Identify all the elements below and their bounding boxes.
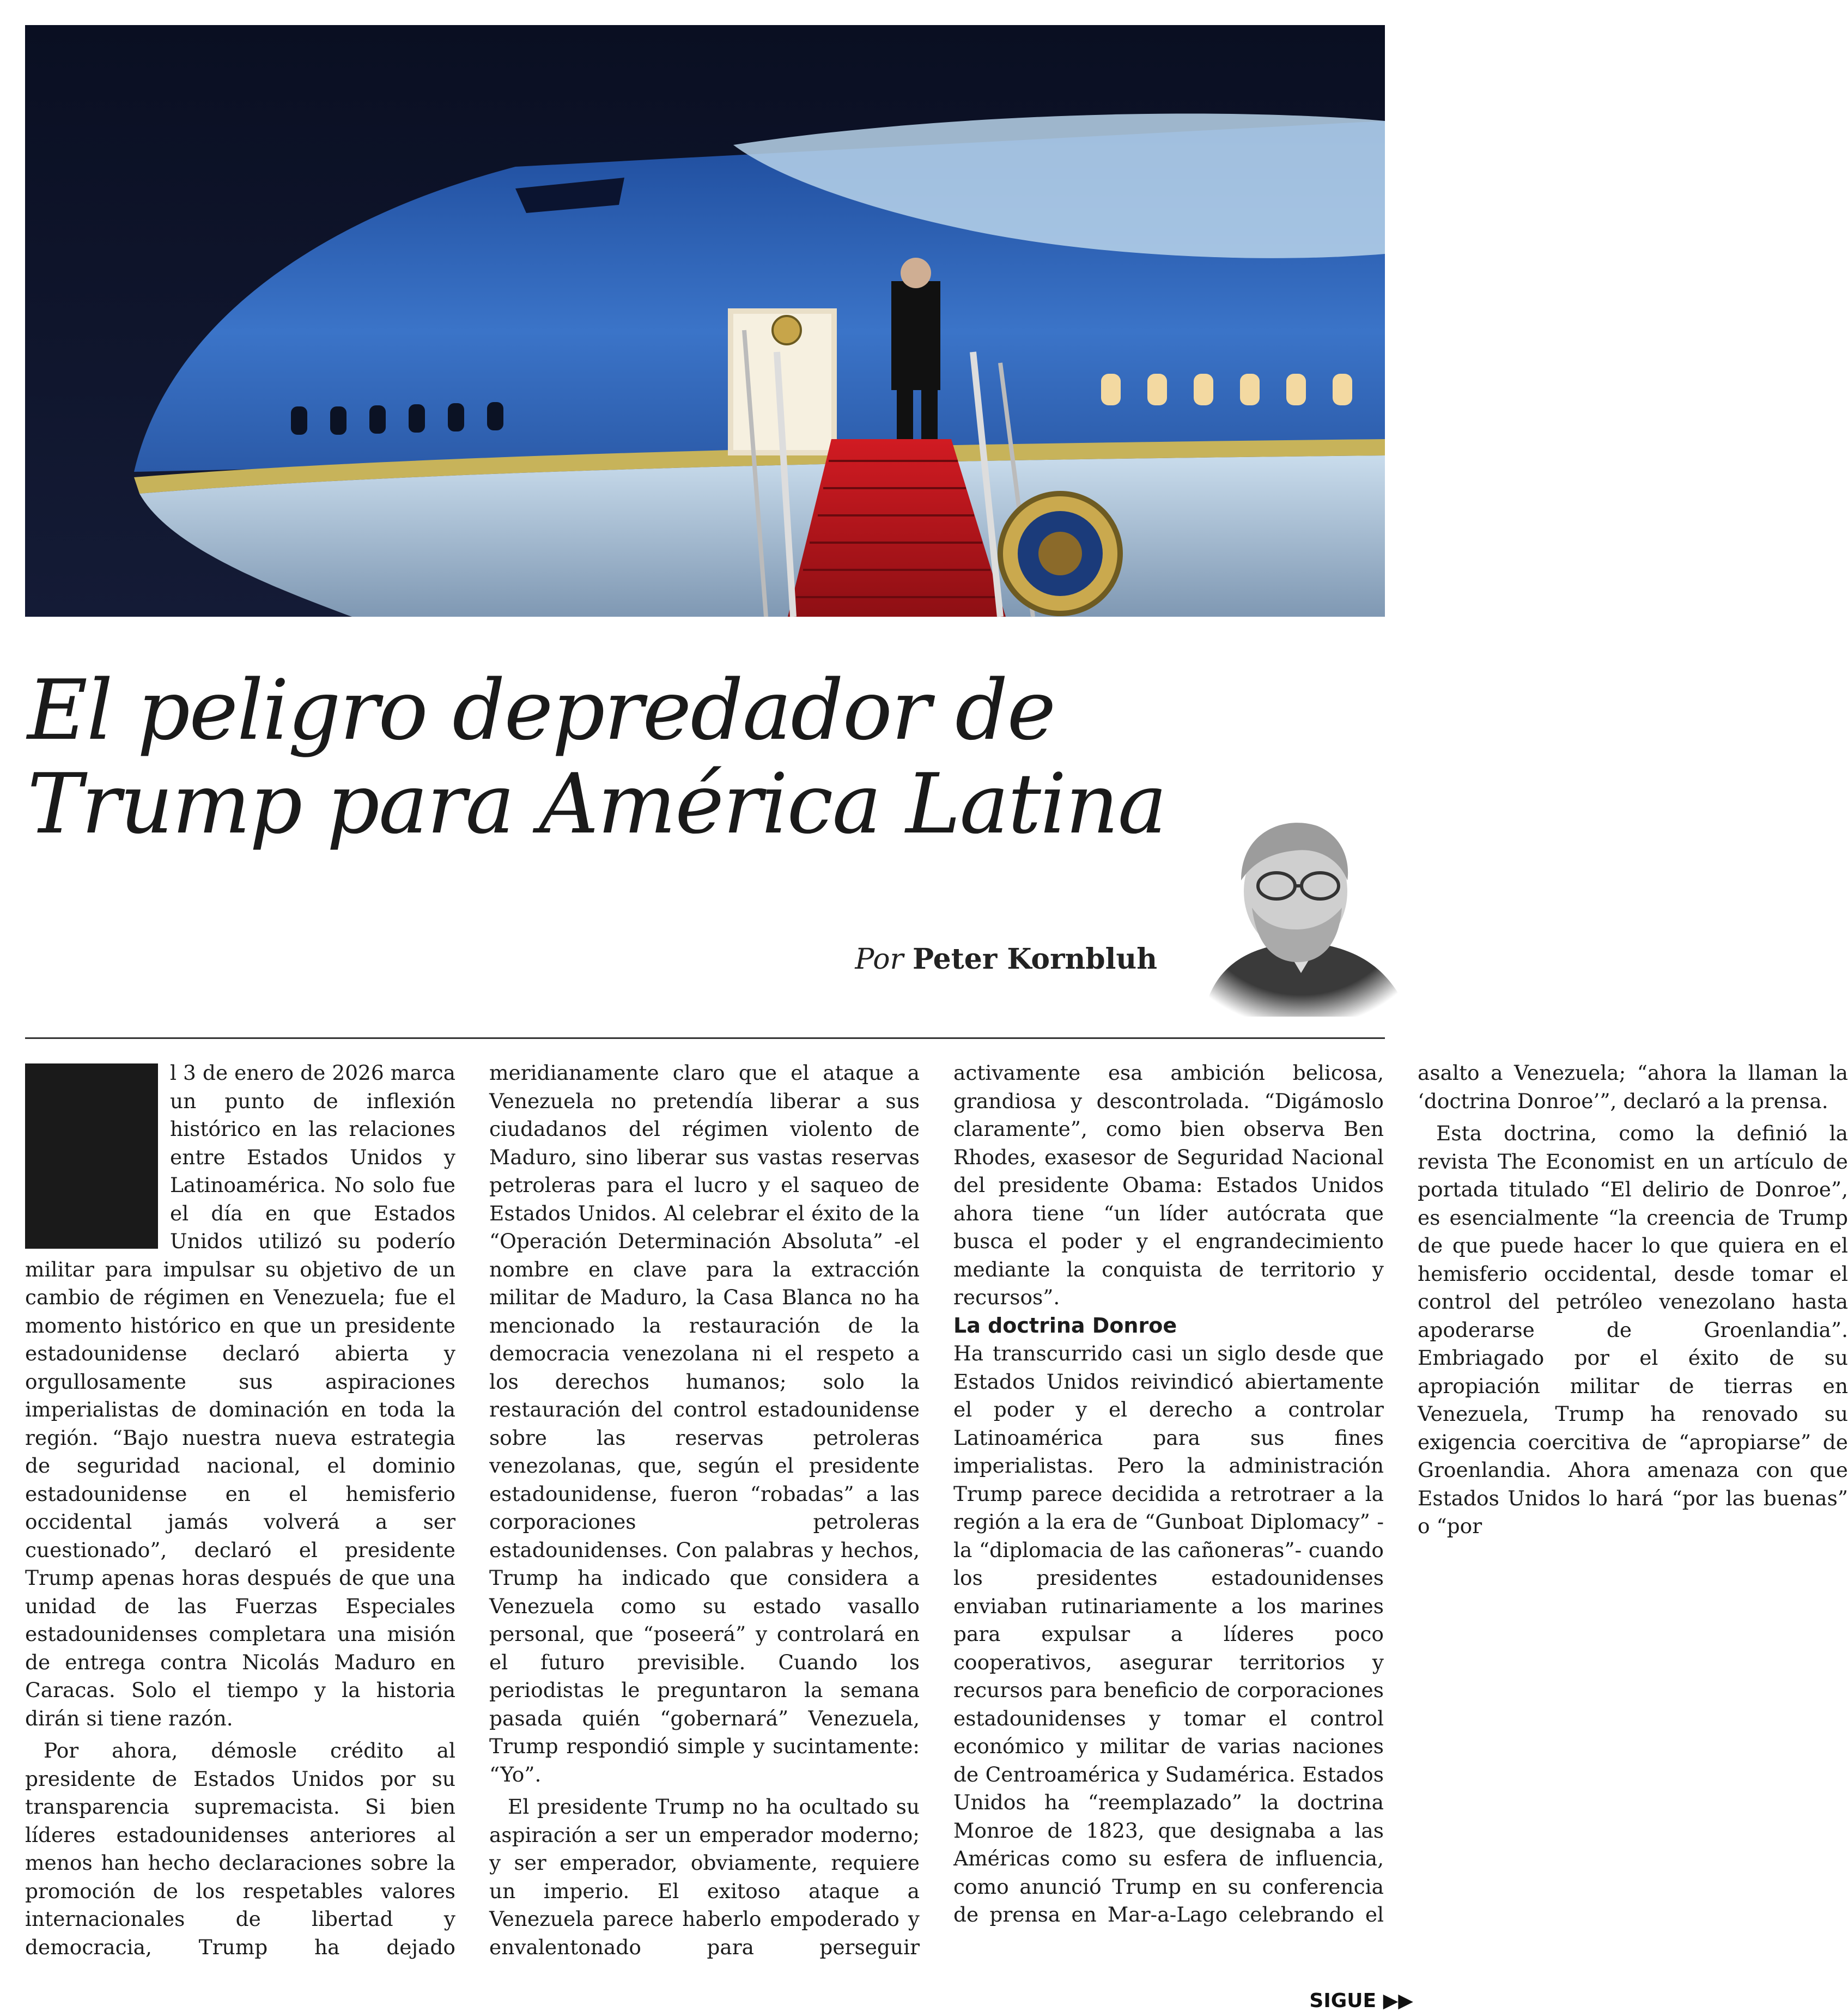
headline-line-1: El peligro depredador de: [27, 662, 1055, 758]
drop-cap-letter: E: [91, 1156, 92, 1157]
headline-line-2: Trump para América Latina: [27, 756, 1166, 852]
author-portrait: [1181, 799, 1421, 1017]
paragraph: Por ahora, démosle crédito al presidente de Estados Unidos por su transparencia supremacista. Si bien líderes estadounidenses anteriores al menos han hecho declaraciones sobre la promoción de los respetables valores internacionales de libertad y democracia, Trump ha dejado meridianamente claro que el ataque a Venezuela no pretendía liberar a sus ciudadanos del régimen violento de Maduro, sino liberar sus vastas reservas petroleras para el lucro y el saqueo de Estados Unidos. Al celebrar el éxito de la “Operación Determinación Absoluta” -el nombre en clave para la extracción militar de Maduro, la Casa Blanca no ha mencionado la restauración de la democracia venezolana ni el respeto a los derechos humanos; solo la restauración del control estadounidense sobre las reservas petroleras venezolanas, que, según el presidente estadounidense, fueron “robadas” a las corporaciones petroleras estadounidenses. Con palabras y hechos, Trump ha indicado que considera a Venezuela como su estado vasallo personal, que “poseerá” y controlará en el futuro previsible. Cuando los periodistas le preguntaron la semana pasada quién “gobernará” Venezuela, Trump respondió simple y sucintamente: “Yo”.: [25, 1061, 920, 1959]
paragraph: l 3 de enero de 2026 marca un punto de inflexión histórico en las relaciones entre Estados Unidos y Latinoamérica. No solo fue el día en que Estados Unidos utilizó su poderío militar para impulsar su objetivo de un cambio de régimen en Venezuela; fue el momento histórico en que un presidente estadounidense declaró abierta y orgullosamente sus aspiraciones imperialistas de dominación en toda la región. “Bajo nuestra nueva estrategia de seguridad nacional, el dominio estadounidense en el hemisferio occidental jamás volverá a ser cuestionado”, declaró el presidente Trump apenas horas después de que una unidad de las Fuerzas Especiales estadounidenses completara una misión de entrega contra Nicolás Maduro en Caracas. Solo el tiempo y la historia dirán si tiene razón.: [25, 1061, 455, 1730]
author-photo: [1181, 799, 1421, 1017]
headline: [27, 664, 1171, 851]
hero-photo: [25, 25, 1385, 617]
subheading: La doctrina Donroe: [953, 1313, 1177, 1338]
byline: [855, 943, 1157, 976]
byline-author: Peter Kornbluh: [912, 943, 1157, 976]
continued-marker: SIGUE ▶▶: [1309, 1990, 1413, 2012]
air-force-one-image: [25, 25, 1385, 617]
paragraph: El presidente Trump no ha ocultado su aspiración a ser un emperador moderno; y ser emperador, obviamente, requiere un imperio. El exitoso ataque a Venezuela parece haberlo empoderado y envalentonado para perseguir activamente esa ambición belicosa, grandiosa y descontrolada. “Digámoslo claramente”, como bien observa Ben Rhodes, exasesor de Seguridad Nacional del presidente Obama: Estados Unidos ahora tiene “un líder autócrata que busca el poder y el engrandecimiento mediante la conquista de territorio y recursos”.: [489, 1061, 1384, 1959]
paragraph: Ha transcurrido casi un siglo desde que Estados Unidos reivindicó abiertamente el poder y el derecho a controlar Latinoamérica para sus fines imperialistas. Pero la administración Trump parece decidida a retrotraer a la región a la era de “Gunboat Diplomacy” -la “diplomacia de las cañoneras”- cuando los presidentes estadounidenses enviaban rutinariamente a los marines para expulsar a líderes poco cooperativos, asegurar territorios y recursos para beneficio de corporaciones estadounidenses y tomar el control económico y militar de varias naciones de Centroamérica y Sudamérica. Estados Unidos ha “reemplazado” la doctrina Monroe de 1823, que designaba a las Américas como su esfera de influencia, como anunció Trump en su conferencia de prensa en Mar-a-Lago celebrando el asalto a Venezuela; “ahora la llaman la ‘doctrina Donroe’”, declaró a la prensa.: [953, 1061, 1848, 1926]
byline-prefix: Por: [855, 943, 904, 976]
drop-cap: [25, 1063, 158, 1249]
section-divider: [25, 1037, 1385, 1039]
paragraph: Esta doctrina, como la definió la revista The Economist en un artículo de portada titulado “El delirio de Donroe”, es esencialmente “la creencia de Trump de que puede hacer lo que quiera en el hemisferio occidental, desde tomar el control del petróleo venezolano hasta apoderarse de Groenlandia”. Embriagado por el éxito de su apropiación militar de tierras en Venezuela, Trump ha renovado su exigencia coercitiva de “apropiarse” de Groenlandia. Ahora amenaza con que Estados Unidos lo hará “por las buenas” o “por: [1418, 1121, 1848, 1538]
article-body: [25, 1059, 1848, 1974]
